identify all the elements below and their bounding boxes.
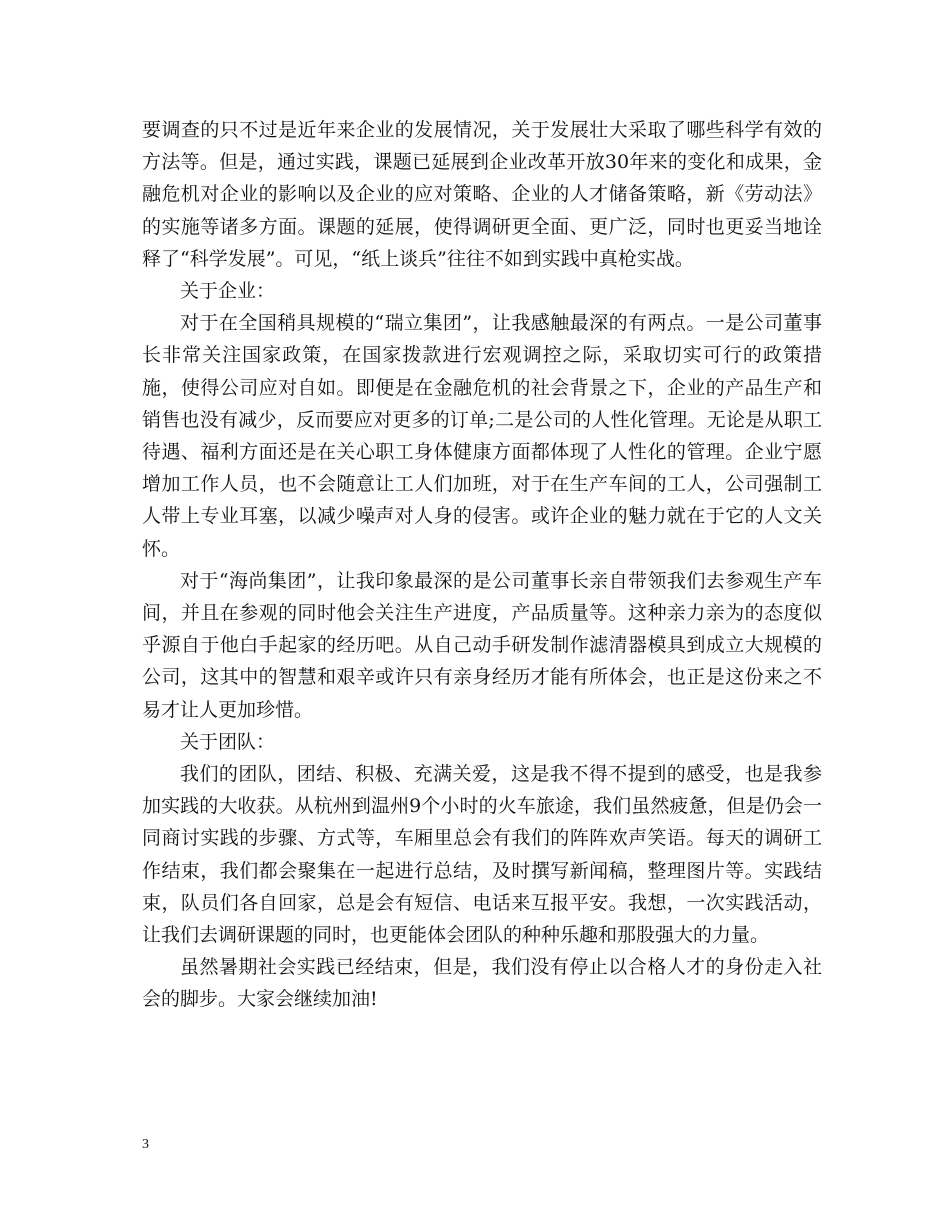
section-heading-enterprise: 关于企业： xyxy=(180,280,276,303)
paragraph-conclusion: 虽然暑期社会实践已经结束，但是，我们没有停止以合格人才的身份走入社会的脚步。大家会继续加油! xyxy=(142,956,822,1011)
section-heading-team: 关于团队： xyxy=(180,730,276,753)
paragraph-continuation: 要调查的只不过是近年来企业的发展情况，关于发展壮大采取了哪些科学有效的方法等。但是，通过实践，课题已延展到企业改革开放30年来的变化和成果，金融危机对企业的影响以及企业的应对策略、企业的人才储备策略，新《劳动法》的实施等诸多方面。课题的延展，使得调研更全面、更广泛，同时也更妥当地诠释了“科学发展”。可见，“纸上谈兵”往往不如到实践中真枪实战。 xyxy=(142,119,822,270)
page-number: 3 xyxy=(142,1137,149,1152)
document-body xyxy=(142,114,822,1016)
paragraph-team: 我们的团队，团结、积极、充满关爱，这是我不得不提到的感受，也是我参加实践的大收获。从杭州到温州9个小时的火车旅途，我们虽然疲惫，但是仍会一同商讨实践的步骤、方式等，车厢里总会有我们的阵阵欢声笑语。每天的调研工作结束，我们都会聚集在一起进行总结，及时撰写新闻稿，整理图片等。实践结束，队员们各自回家，总是会有短信、电话来互报平安。我想，一次实践活动，让我们去调研课题的同时，也更能体会团队的种种乐趣和那股强大的力量。 xyxy=(142,763,822,947)
paragraph-ruili-group: 对于在全国稍具规模的“瑞立集团”，让我感触最深的有两点。一是公司董事长非常关注国家政策，在国家拨款进行宏观调控之际，采取切实可行的政策措施，使得公司应对自如。即便是在金融危机的社会背景之下，企业的产品生产和销售也没有减少，反而要应对更多的订单;二是公司的人性化管理。无论是从职工待遇、福利方面还是在关心职工身体健康方面都体现了人性化的管理。企业宁愿增加工作人员，也不会随意让工人们加班，对于在生产车间的工人，公司强制工人带上专业耳塞，以减少噪声对人身的侵害。或许企业的魅力就在于它的人文关怀。 xyxy=(142,312,822,560)
paragraph-haishang-group: 对于“海尚集团”，让我印象最深的是公司董事长亲自带领我们去参观生产车间，并且在参观的同时他会关注生产进度，产品质量等。这种亲力亲为的态度似乎源自于他白手起家的经历吧。从自己动手研发制作滤清器模具到成立大规模的公司，这其中的智慧和艰辛或许只有亲身经历才能有所体会，也正是这份来之不易才让人更加珍惜。 xyxy=(142,569,822,721)
